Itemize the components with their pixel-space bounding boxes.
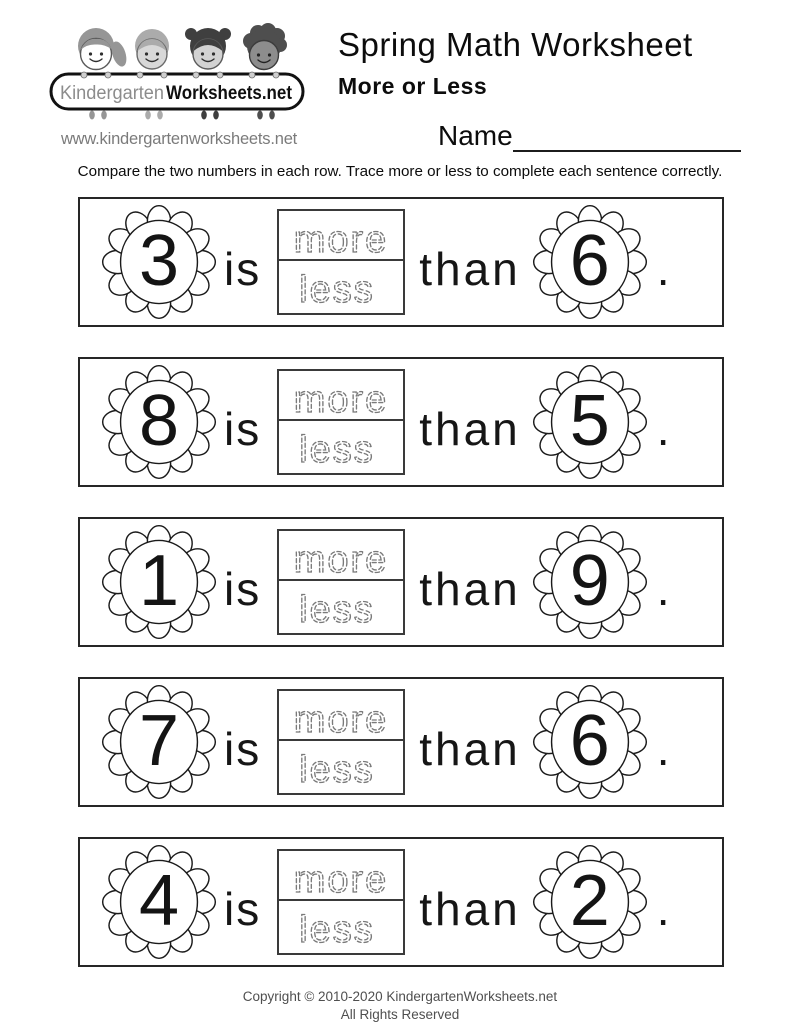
trace-less (279, 421, 403, 471)
flower-left (100, 683, 218, 801)
kid-boy-2 (243, 23, 287, 70)
trace-word-less: less (299, 429, 376, 471)
trace-box (277, 369, 405, 475)
worksheet-row-4 (78, 677, 724, 807)
logo-kids-icon (46, 18, 312, 122)
trace-box (277, 849, 405, 955)
trace-less (279, 261, 403, 311)
name-field (438, 116, 741, 152)
word-than: than (419, 563, 521, 615)
flower-right (531, 843, 649, 961)
trace-word-more: more (293, 859, 389, 901)
trace-box (277, 209, 405, 315)
trace-word-less: less (299, 269, 376, 311)
header-titles (338, 26, 693, 100)
flower-left (100, 203, 218, 321)
worksheet-row-3 (78, 517, 724, 647)
word-is: is (224, 723, 262, 775)
word-is: is (224, 243, 262, 295)
left-number: 8 (138, 381, 180, 461)
trace-box (277, 689, 405, 795)
trace-less (279, 901, 403, 951)
sentence-period: . (656, 403, 672, 455)
trace-box (277, 529, 405, 635)
trace-word-less: less (299, 589, 376, 631)
brand-text-worksheets: Worksheets.net (166, 83, 293, 104)
flower-left (100, 363, 218, 481)
flower-right (531, 363, 649, 481)
left-number: 4 (138, 861, 180, 941)
kid-girl-1 (78, 28, 129, 70)
worksheet-rows (78, 197, 724, 997)
flower-right (531, 523, 649, 641)
trace-word-more: more (293, 699, 389, 741)
sentence-period: . (656, 563, 672, 615)
word-is: is (224, 563, 262, 615)
right-number: 9 (569, 541, 610, 621)
left-number: 3 (138, 221, 180, 301)
kid-boy-1 (135, 29, 169, 69)
word-than: than (419, 243, 521, 295)
flower-left (100, 523, 218, 641)
trace-more (279, 531, 403, 581)
trace-more (279, 691, 403, 741)
left-number: 1 (138, 541, 180, 621)
trace-more (279, 851, 403, 901)
logo-sign (51, 74, 303, 109)
sentence-period: . (656, 243, 672, 295)
page-subtitle: More or Less (338, 73, 488, 99)
kid-girl-2 (185, 28, 231, 69)
brand-text-kindergarten: Kindergarten (60, 83, 164, 104)
trace-word-more: more (293, 539, 389, 581)
rights-text: All Rights Reserved (340, 1007, 460, 1023)
flower-left (100, 843, 218, 961)
page-title: Spring Math Worksheet (338, 26, 693, 63)
flower-right (531, 203, 649, 321)
name-blank-line (513, 116, 741, 152)
right-number: 2 (569, 861, 610, 941)
worksheet-row-2 (78, 357, 724, 487)
worksheet-row-5 (78, 837, 724, 967)
right-number: 5 (569, 381, 610, 461)
kids-feet (89, 111, 275, 120)
instructions-text: Compare the two numbers in each row. Trace more or less to complete each sentence correctly. (77, 163, 723, 180)
trace-word-more: more (293, 219, 389, 261)
trace-word-more: more (293, 379, 389, 421)
website-url: www.kindergartenworksheets.net (60, 130, 298, 148)
word-than: than (419, 403, 521, 455)
name-label: Name (438, 120, 513, 151)
left-number: 7 (138, 701, 180, 781)
trace-word-less: less (299, 749, 376, 791)
right-number: 6 (569, 221, 610, 301)
word-is: is (224, 883, 262, 935)
trace-more (279, 371, 403, 421)
word-is: is (224, 403, 262, 455)
trace-more (279, 211, 403, 261)
page-footer (0, 988, 800, 1024)
copyright-text: Copyright © 2010-2020 KindergartenWorksheets.net (242, 989, 558, 1004)
trace-less (279, 741, 403, 791)
trace-less (279, 581, 403, 631)
trace-word-less: less (299, 909, 376, 951)
sentence-period: . (656, 883, 672, 935)
word-than: than (419, 883, 521, 935)
sentence-period: . (656, 723, 672, 775)
brand-logo (46, 18, 312, 149)
right-number: 6 (569, 701, 610, 781)
word-than: than (419, 723, 521, 775)
flower-right (531, 683, 649, 801)
worksheet-row-1 (78, 197, 724, 327)
